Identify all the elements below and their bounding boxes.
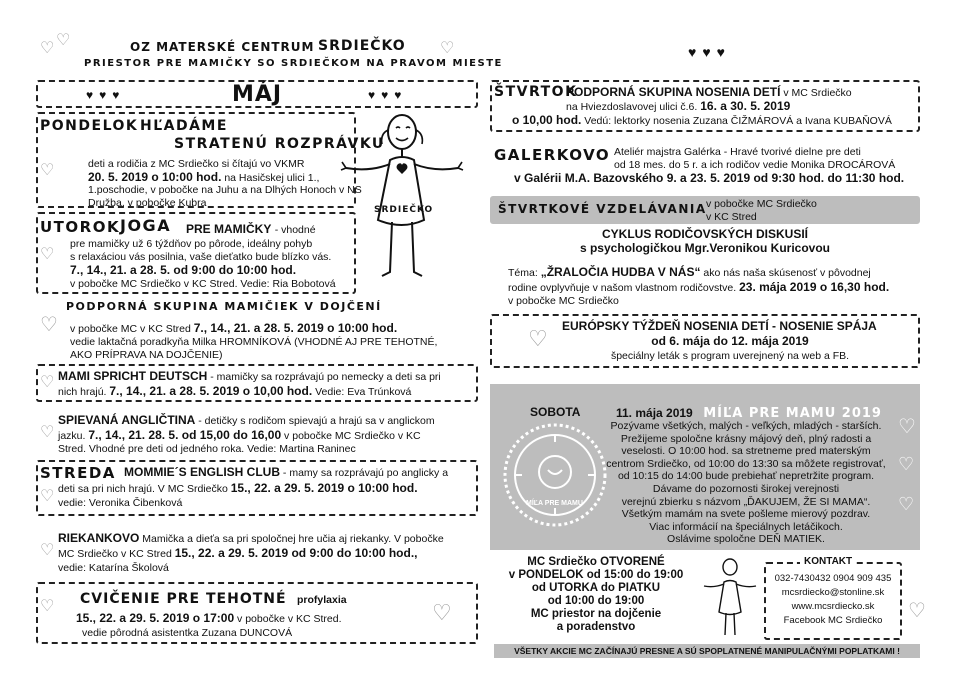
- dojcenie-line1: [70, 322, 397, 336]
- heart-icon: ♡: [40, 424, 55, 441]
- mila-line: Prežijeme spoločne krásny májový deň, plný radosti a: [620, 432, 872, 445]
- mila-line: Viac informácií na špeciálnych letáčikoch.: [649, 520, 843, 533]
- stvrtok-line3: [512, 114, 892, 128]
- kontakt-email[interactable]: mcsrdiecko@stonline.sk: [781, 587, 885, 598]
- streda-text3: vedie: Veronika Čibenková: [58, 497, 183, 509]
- vzdelavania-text5: v pobočke MC Srdiečko: [508, 295, 619, 307]
- dojcenie-text2: vedie laktačná poradkyňa Milka HROMNÍKOVÁ (VHODNÉ AJ PRE TEHOTNÉ,: [70, 336, 438, 348]
- anglictina-text1: - detičky s rodičom spievajú a hrajú sa v anglickom: [195, 415, 435, 427]
- pondelok-date: 20. 5. 2019 o 10:00 hod.: [88, 170, 222, 184]
- deutsch-line2: [58, 385, 411, 399]
- tehotne-subtitle: profylaxia: [297, 594, 347, 606]
- utorok-title-line: [186, 222, 316, 236]
- anglictina-line1: [58, 414, 435, 428]
- pondelok-text1: deti a rodičia z MC Srdiečko si čítajú vo VKMR: [88, 158, 305, 170]
- heart-icon: ♡: [898, 416, 916, 438]
- srdiecko-figure: [340, 108, 470, 286]
- nosenie-date: od 6. mája do 12. mája 2019: [651, 334, 809, 348]
- mila-date: 11. mája 2019: [616, 406, 693, 420]
- galerkovo-date: v Galérii M.A. Bazovského 9. a 23. 5. 2019 od 9:30 hod. do 11:30 hod.: [514, 171, 905, 185]
- pondelok-text3: 1.poschodie, v pobočke na Juhu a na Dlhých Honoch v NS: [88, 184, 362, 196]
- pondelok-text4: Družba, v pobočke Kubra: [88, 197, 207, 209]
- mila-line: Všetkým mamám na svete pošleme mierový pozdrav.: [621, 508, 871, 521]
- mila-line: Pozývame všetkých, malých - veľkých, mladých - starších.: [610, 420, 882, 432]
- mila-logo-text: MÍĽA PRE MAMU: [526, 500, 583, 507]
- utorok-text3: s relaxáciou vás posilnia, vaše dieťatko bude blízko vás.: [70, 251, 332, 263]
- streda-day: STREDA: [40, 464, 116, 482]
- streda-title: MOMMIE´S ENGLISH CLUB: [124, 465, 280, 479]
- vzdelavania-cycle1: CYKLUS RODIČOVSKÝCH DISKUSIÍ: [601, 227, 809, 241]
- utorok-text1: - vhodné: [274, 224, 316, 236]
- stvrtok-line2: [566, 100, 790, 114]
- pondelok-day: PONDELOK: [40, 118, 139, 134]
- kontakt-lines: [764, 572, 902, 628]
- streda-date: 15., 22. a 29. 5. 2019 o 10:00 hod.: [230, 481, 418, 495]
- footer-note: VŠETKY AKCIE MC ZAČÍNAJÚ PRESNE A SÚ SPOPLATNENÉ MANIPULAČNÝMI POPLATKAMI !: [494, 644, 920, 658]
- utorok-title: JOGA: [120, 216, 172, 235]
- vzdelavania-text4: rodine ovplyvňuje v našom vlastnom rodičovstve.: [508, 282, 740, 294]
- deutsch-text2: nich hrajú.: [58, 386, 110, 398]
- heart-icon: ♡: [528, 326, 548, 351]
- tehotne-title-line: [80, 590, 347, 608]
- heart-icon: ♡: [432, 600, 452, 625]
- riekankovo-line1: [58, 532, 444, 546]
- open-line: od UTORKA do PIATKU: [531, 582, 661, 594]
- dojcenie-text3: AKO PRÍPRAVA NA DOJČENIE): [70, 349, 223, 361]
- vzdelavania-tema: „ŽRALOČIA HUDBA V NÁS“: [540, 265, 701, 279]
- vzdelavania-date: 23. mája 2019 o 16,30 hod.: [739, 280, 890, 294]
- deutsch-text1: - mamičky sa rozprávajú po nemecky a deti sa pri: [207, 371, 441, 383]
- org-name: SRDIEČKO: [318, 38, 406, 54]
- vzdelavania-cycle2: s psychologičkou Mgr.Veronikou Kuricovou: [579, 241, 831, 255]
- heart-icon: ♡: [40, 314, 58, 336]
- open-line: od 10:00 do 19:00: [547, 595, 645, 607]
- heart-icon: ♡: [56, 32, 71, 49]
- heart-icon: ♡: [440, 40, 455, 57]
- riekankovo-date: 15., 22. a 29. 5. 2019 od 9:00 do 10:00 hod.,: [174, 546, 418, 560]
- mila-line: od 10:15 do 14:00 bude prebiehať nepretržite program.: [617, 470, 875, 483]
- mila-lines: [596, 420, 896, 546]
- stvrtok-text3: Vedú: lektorky nosenia Zuzana ČIŽMÁROVÁ a Ivana KUBAŇOVÁ: [581, 115, 892, 127]
- stvrtok-text1: v MC Srdiečko: [780, 87, 852, 99]
- figure-label: SRDIEČKO: [374, 205, 434, 215]
- mila-line: veselosti. O 10:00 hod. sa stretneme pred materským: [621, 445, 871, 458]
- deutsch-title: MAMI SPRICHT DEUTSCH: [58, 369, 208, 383]
- stvrtok-title: PODPORNÁ SKUPINA NOSENIA DETÍ: [566, 85, 781, 99]
- pondelok-title1: HĽADÁME: [140, 118, 228, 134]
- galerkovo-text1: Ateliér majstra Galérka - Hravé tvorivé dielne pre deti: [614, 146, 861, 158]
- heart-row: ♥♥♥: [368, 88, 408, 102]
- open-line: MC Srdiečko OTVORENÉ: [527, 556, 665, 568]
- open-line: v PONDELOK od 15:00 do 19:00: [508, 569, 684, 581]
- riekankovo-text1: Mamička a dieťa sa pri spoločnej hre učia aj riekanky. V pobočke: [139, 533, 444, 545]
- riekankovo-title: RIEKANKOVO: [58, 531, 140, 545]
- vzdelavania-text2: v KC Stred: [706, 211, 757, 223]
- mila-line: verejnú zbierku s názvom „ĎAKUJEM, ŽE SI MAMA“.: [621, 495, 871, 508]
- month-title: MÁJ: [231, 82, 283, 107]
- heart-icon: ♡: [40, 598, 55, 615]
- heart-icon: ♡: [40, 40, 55, 57]
- anglictina-line2: [58, 429, 421, 443]
- vzdelavania-tema-line: [508, 266, 871, 280]
- streda-line2: [58, 482, 418, 496]
- dojcenie-date: 7., 14., 21. a 28. 5. 2019 o 10:00 hod.: [193, 321, 398, 335]
- pondelok-line2: [88, 171, 319, 185]
- heart-icon: ♡: [898, 454, 915, 474]
- tehotne-text2: vedie pôrodná asistentka Zuzana DUNCOVÁ: [82, 627, 293, 639]
- heart-row-right: ♥♥♥: [688, 44, 731, 60]
- mila-line: Dávame do pozornosti širokej verejnosti: [652, 482, 840, 495]
- mila-line: centrom Srdiečko, od 10:00 do 13:30 sa môžete registrovať,: [606, 457, 886, 470]
- deutsch-date: 7., 14., 21. a 28. 5. 2019 o 10,00 hod.: [109, 384, 313, 398]
- anglictina-text2: jazku.: [58, 430, 89, 442]
- utorok-text2: pre mamičky už 6 týždňov po pôrode, ideálny pohyb: [70, 238, 313, 250]
- srdiecko-figure-small: [700, 556, 760, 640]
- heart-icon: ♡: [40, 162, 55, 179]
- utorok-title2: PRE MAMIČKY: [186, 222, 272, 236]
- heart-icon: ♡: [40, 246, 55, 263]
- nosenie-text: špeciálny leták s program uverejnený na web a FB.: [610, 350, 850, 362]
- month-box: [36, 80, 478, 108]
- riekankovo-text2: MC Srdiečko v KC Stred: [58, 548, 175, 560]
- deutsch-text3: Vedie: Eva Trúnková: [312, 386, 412, 398]
- stvrtok-date: 16. a 30. 5. 2019: [700, 99, 791, 113]
- streda-text2: deti sa pri nich hrajú. V MC Srdiečko: [58, 483, 231, 495]
- heart-icon: ♡: [40, 488, 55, 505]
- anglictina-text3: v pobočke MC Srdiečko v KC: [281, 430, 421, 442]
- open-hours: [496, 556, 696, 634]
- stvrtok-time: o 10,00 hod.: [512, 113, 582, 127]
- pondelok-text2: na Hasičskej ulici 1.,: [221, 172, 320, 184]
- deutsch-line1: [58, 370, 441, 384]
- stvrtok-day: ŠTVRTOK: [494, 84, 578, 100]
- riekankovo-text3: vedie: Katarína Školová: [58, 562, 169, 574]
- utorok-day: UTOROK: [40, 218, 121, 236]
- vzdelavania-title: ŠTVRTKOVÉ VZDELÁVANIA: [498, 202, 707, 216]
- org-line1: OZ MATERSKÉ CENTRUM: [130, 40, 315, 54]
- mila-logo: [500, 420, 610, 530]
- utorok-text4: v pobočke MC Srdiečko v KC Stred. Vedie: Ria Bobotová: [70, 278, 336, 290]
- kontakt-web[interactable]: www.mcsrdiecko.sk: [791, 601, 875, 612]
- anglictina-title: SPIEVANÁ ANGLIČTINA: [58, 413, 196, 427]
- kontakt-title: KONTAKT: [800, 556, 856, 567]
- nosenie-title: EURÓPSKY TÝŽDEŇ NOSENIA DETÍ - NOSENIE SPÁJA: [562, 319, 877, 333]
- heart-row: ♥♥♥: [86, 88, 126, 102]
- tehotne-text1: v pobočke v KC Stred.: [234, 613, 342, 625]
- tehotne-line1: [76, 612, 342, 626]
- pondelok-title2: STRATENÚ ROZPRÁVKU: [174, 136, 385, 152]
- heart-icon: ♡: [898, 494, 915, 514]
- tehotne-date: 15., 22. a 29. 5. 2019 o 17:00: [76, 611, 235, 625]
- streda-line1: [124, 466, 448, 480]
- dojcenie-text1: v pobočke MC v KC Stred: [70, 323, 194, 335]
- heart-icon: ♡: [40, 374, 55, 391]
- vzdelavania-tema-label: Téma:: [508, 267, 541, 279]
- stvrtok-text2: na Hviezdoslavovej ulici č.6.: [566, 101, 701, 113]
- riekankovo-line2: [58, 547, 418, 561]
- streda-text1: - mamy sa rozprávajú po anglicky a: [280, 467, 449, 479]
- utorok-date: 7., 14., 21. a 28. 5. od 9:00 do 10:00 hod.: [70, 263, 297, 277]
- tehotne-title: CVIČENIE PRE TEHOTNÉ: [80, 591, 287, 607]
- galerkovo-title: GALERKOVO: [494, 146, 611, 164]
- stvrtok-line1: [566, 86, 852, 100]
- open-line: MC priestor na dojčenie: [530, 608, 662, 620]
- heart-icon: ♡: [40, 542, 55, 559]
- heart-icon: ♡: [908, 600, 926, 622]
- open-line: a poradenstvo: [556, 621, 636, 633]
- mila-title: MÍĽA PRE MAMU 2019: [703, 406, 882, 421]
- anglictina-date: 7., 14., 21. 28. 5. od 15,00 do 16,00: [88, 428, 282, 442]
- anglictina-text4: Stred. Vhodné pre deti od jedného roka. Vedie: Martina Raninec: [58, 443, 356, 455]
- dojcenie-title: PODPORNÁ SKUPINA MAMIČIEK V DOJČENÍ: [66, 300, 382, 313]
- mila-day: SOBOTA: [530, 405, 581, 419]
- galerkovo-text2: od 18 mes. do 5 r. a ich rodičov vedie Monika DROCÁROVÁ: [614, 159, 896, 171]
- mila-line: Oslávime spoločne DEŇ MATIEK.: [667, 533, 825, 546]
- kontakt-phone: 032-7430432 0904 909 435: [774, 573, 892, 584]
- vzdelavania-line4: [508, 281, 889, 295]
- org-line2: PRIESTOR PRE MAMIČKY SO SRDIEČKOM NA PRAVOM MIESTE: [84, 58, 503, 69]
- kontakt-fb[interactable]: Facebook MC Srdiečko: [783, 615, 883, 626]
- vzdelavania-text3: ako nás naša skúsenosť v pôvodnej: [700, 267, 871, 279]
- vzdelavania-text1: v pobočke MC Srdiečko: [706, 198, 817, 210]
